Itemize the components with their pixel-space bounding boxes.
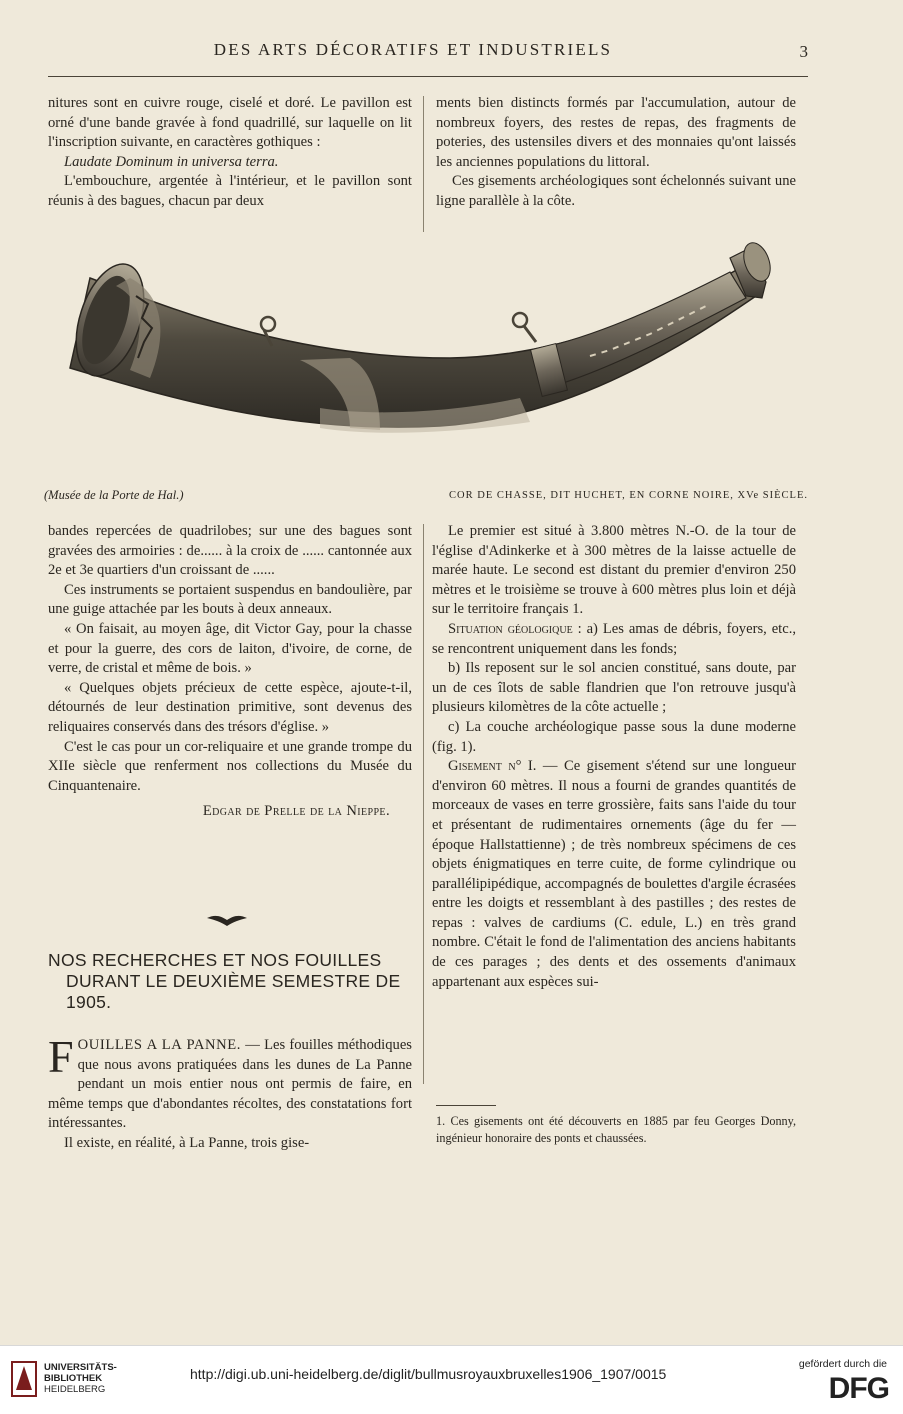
paragraph: Ces instruments se portaient suspendus en bandoulière, par une guige attachée par les bouts à deux anneaux. xyxy=(48,581,412,618)
hunting-horn-photo xyxy=(50,238,810,494)
paragraph: « Quelques objets précieux de cette espèce, ajoute-t-il, détournés de leur destination primitive, sont devenus des reliquaires conservés dans des trésors d'église. » xyxy=(48,679,412,735)
paragraph: L'embouchure, argentée à l'intérieur, et le pavillon sont réunis à des bagues, chacun par deux xyxy=(48,173,412,209)
inscription: Laudate Dominum in universa terra. xyxy=(64,153,279,170)
dfg-logo: DFG xyxy=(828,1372,889,1405)
university-seal-icon xyxy=(10,1360,38,1398)
article-paragraph: Il existe, en réalité, à La Panne, trois gise- xyxy=(64,1134,310,1151)
running-head xyxy=(48,40,808,77)
figure-source: (Musée de la Porte de Hal.) xyxy=(44,488,184,502)
paragraph: Le premier est situé à 3.800 mètres N.-O. de la tour de l'église d'Adinkerke et à 300 mètres de la laisse actuelle de marée haute. Le second est distant du premier d'environ 250 mètres et le troisième se trouve à 600 mètres plus loin et déjà sur le territoire français 1. xyxy=(432,523,796,618)
running-title: DES ARTS DÉCORATIFS ET INDUSTRIELS xyxy=(213,40,613,59)
paragraph: ments bien distincts formés par l'accumulation, autour de nombreux foyers, des restes de repas, des fragments de poteries, des ustensiles divers et des monnaies qu'ont laissés les anciennes populations du littoral. xyxy=(436,95,796,170)
fleuron-ornament-icon xyxy=(205,912,249,928)
paragraph: — Ce gisement s'étend sur une longueur d'environ 60 mètres. Il nous a fourni de grandes quantités de morceaux de vases en terre grossière, faits sans l'aide du tour et présentant de rudimentaires ornements (âge du fer — époque Hallstattienne) ; de très nombreux spécimens de ces objets énigmatiques en terre cuite, de forme cylindrique ou parallélipipédique, accompagnés de boulettes d'argile écrasées entre les doigts et ressemblant à des pastilles ; des restes de repas : valves de cardiums (C. edule, L.) en très grand nombre. C'était le fond de l'alimentation des anciens habitants de ces parages ; des dents et des ossements d'animaux appartenant aux espèces sui- xyxy=(432,758,796,990)
author-signature: Edgar de Prelle de la Nieppe. xyxy=(202,803,390,820)
top-left-column xyxy=(48,94,412,212)
bottom-right-column xyxy=(432,522,796,992)
paragraph: C'est le cas pour un cor-reliquaire et une grande trompe du XIIe siècle que renferment nos collections du Musée du Cinquantenaire. xyxy=(48,738,412,794)
paragraph: Ces gisements archéologiques sont échelonnés suivant une ligne parallèle à la côte. xyxy=(436,173,796,209)
article-heading-line2: DURANT LE DEUXIÈME SEMESTRE DE 1905. xyxy=(66,971,401,1012)
page-number: 3 xyxy=(799,42,808,61)
paragraph: b) Ils reposent sur le sol ancien constitué, sans doute, par un de ces îlots de sable flandrien que l'on retrouve jusqu'à plusieurs kilomètres de la côte actuelle ; xyxy=(432,660,796,716)
column-rule xyxy=(423,524,424,1084)
article-lead: OUILLES A LA PANNE. xyxy=(77,1037,242,1053)
article-heading-line1: NOS RECHERCHES ET NOS FOUILLES xyxy=(48,950,382,970)
permalink[interactable]: http://digi.ub.uni-heidelberg.de/diglit/bullmusroyauxbruxelles1906_1907/0015 xyxy=(190,1366,667,1382)
paragraph: bandes repercées de quadrilobes; sur une des bagues sont gravées des armoiries : de...... à la croix de ...... cantonnée aux 2e et 3e quartiers d'un croissant de ...... xyxy=(48,523,412,579)
paragraph: « On faisait, au moyen âge, dit Victor Gay, pour la chasse et pour la guerre, des cors de laiton, d'ivoire, de corne, de verre, de cristal et même de bois. » xyxy=(48,620,412,677)
drop-cap: F xyxy=(48,1031,74,1082)
funded-by-label: gefördert durch die xyxy=(798,1358,887,1370)
footnote: 1. Ces gisements ont été découverts en 1885 par feu Georges Donny, ingénieur honoraire des ponts et chaussées. xyxy=(436,1114,796,1145)
article-heading xyxy=(48,950,412,1013)
section-label: Situation géologique : xyxy=(448,620,582,637)
article-paragraph: — Les fouilles méthodiques que nous avons pratiquées dans les dunes de La Panne pendant un mois entier nous ont permis de faire, en même temps que d'abondantes récoltes, des constatations fort intéressantes. xyxy=(48,1037,412,1132)
figure-caption: COR DE CHASSE, DIT HUCHET, EN CORNE NOIRE, XVe SIÈCLE. xyxy=(449,490,808,501)
paragraph: nitures sont en cuivre rouge, ciselé et doré. Le pavillon est orné d'une bande gravée à fond quadrillé, sur laquelle on lit l'inscription suivante, en caractères gothiques : xyxy=(48,95,412,151)
top-right-column xyxy=(436,94,796,212)
bottom-left-column xyxy=(48,522,412,822)
library-name: UNIVERSITÄTS- BIBLIOTHEK HEIDELBERG xyxy=(44,1362,117,1395)
article-body xyxy=(48,1031,412,1154)
hunting-horn-illustration xyxy=(50,238,810,494)
column-rule xyxy=(423,96,424,232)
footnote-rule xyxy=(436,1105,496,1106)
paragraph: c) La couche archéologique passe sous la dune moderne (fig. 1). xyxy=(432,718,796,755)
section-label: Gisement n° I. xyxy=(448,758,537,775)
viewer-footer xyxy=(0,1345,903,1414)
paragraph: a) Les amas de débris, foyers, etc., se rencontrent uniquement dans les fonds; xyxy=(432,620,796,657)
